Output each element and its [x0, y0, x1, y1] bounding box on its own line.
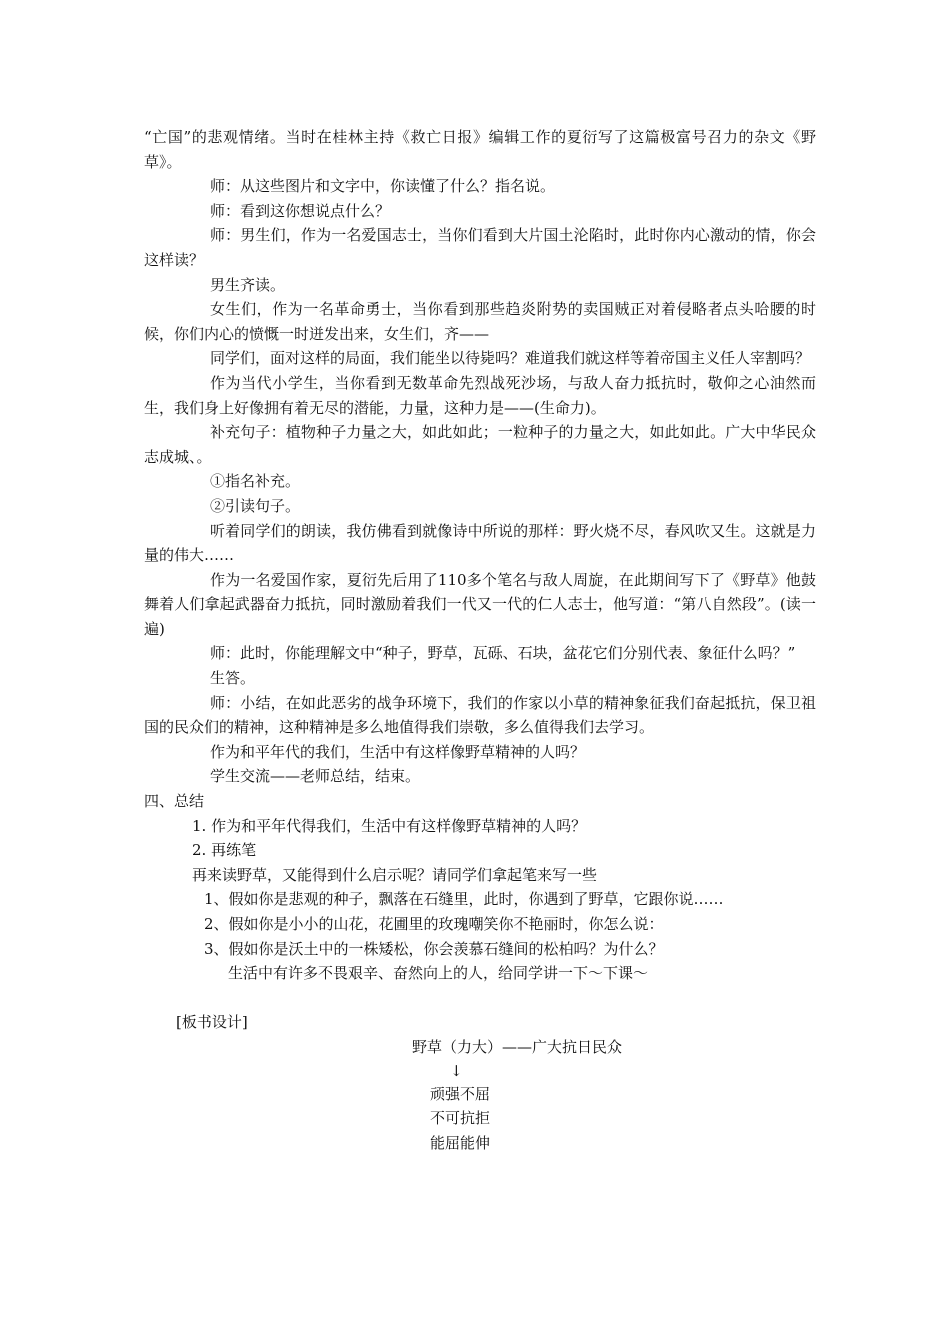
board-main-line: 野草（力大）——广大抗日民众 — [412, 1037, 623, 1056]
spacer — [144, 986, 816, 1011]
paragraph: 男生齐读。 — [210, 275, 286, 294]
board-design-title: [板书设计] — [176, 1013, 248, 1032]
paragraph: 师：此时，你能理解文中“种子，野草，瓦砾、石块，盆花它们分别代表、象征什么吗？” — [210, 644, 796, 663]
paragraph: 女生们，作为一名革命勇士，当你看到那些趋炎附势的卖国贼正对着侵略者点头哈腰的时候，你们内心的愤慨一时迸发出来，女生们，齐—— — [144, 300, 816, 343]
down-arrow-icon: ↓ — [450, 1061, 463, 1080]
paragraph: ①指名补充。 — [210, 472, 301, 491]
paragraph: 作为一名爱国作家，夏衍先后用了110多个笔名与敌人周旋，在此期间写下了《野草》他鼓舞着人们拿起武器奋力抵抗，同时激励着我们一代又一代的仁人志士，他写道：“第八自然段”。(读一遍) — [144, 570, 816, 638]
board-item: 能屈能伸 — [430, 1133, 491, 1152]
writing-prompt: 2、假如你是小小的山花，花圃里的玫瑰嘲笑你不艳丽时，你怎么说： — [204, 915, 664, 933]
writing-prompt: 3、假如你是沃土中的一株矮松，你会羡慕石缝间的松柏吗？为什么？ — [204, 939, 664, 958]
paragraph: 师：从这些图片和文字中，你读懂了什么？指名说。 — [210, 177, 556, 196]
paragraph: “亡国”的悲观情绪。当时在桂林主持《救亡日报》编辑工作的夏衍写了这篇极富号召力的杂文《野草》。 — [144, 128, 816, 171]
paragraph: 作为和平年代的我们，生活中有这样像野草精神的人吗？ — [210, 742, 586, 761]
paragraph: 师：看到这你想说点什么？ — [210, 201, 391, 220]
paragraph: 师：小结，在如此恶劣的战争环境下，我们的作家以小草的精神象征我们奋起抵抗，保卫祖国的民众们的精神，这种精神是多么地值得我们崇敬，多么值得我们去学习。 — [144, 693, 816, 737]
paragraph: 同学们，面对这样的局面，我们能坐以待毙吗？难道我们就这样等着帝国主义任人宰割吗？ — [210, 349, 811, 368]
writing-prompt: 1、假如你是悲观的种子，飘落在石缝里，此时，你遇到了野草，它跟你说…… — [204, 890, 724, 909]
section-heading: 四、总结 — [144, 792, 205, 811]
paragraph: 作为当代小学生，当你看到无数革命先烈战死沙场，与敌人奋力抵抗时，敬仰之心油然而生，我们身上好像拥有着无尽的潜能，力量，这种力是——(生命力)。 — [144, 373, 816, 417]
summary-item: 1. 作为和平年代得我们，生活中有这样像野草精神的人吗？ — [192, 816, 587, 835]
document-body — [144, 125, 816, 1155]
paragraph: 听着同学们的朗读，我仿佛看到就像诗中所说的那样：野火烧不尽，春风吹又生。这就是力量的伟大…… — [144, 521, 816, 565]
summary-item: 2. 再练笔 — [192, 841, 257, 860]
paragraph: 生答。 — [210, 669, 256, 688]
paragraph: 补充句子：植物种子力量之大，如此如此；一粒种子的力量之大，如此如此。广大中华民众志成城、。 — [144, 423, 816, 466]
board-item: 不可抗拒 — [430, 1109, 491, 1128]
paragraph: ②引读句子。 — [210, 496, 301, 515]
paragraph: 师：男生们，作为一名爱国志士，当你们看到大片国土沦陷时，此时你内心激动的情，你会这样读？ — [144, 226, 816, 269]
paragraph: 学生交流——老师总结，结束。 — [210, 767, 421, 786]
board-item: 顽强不屈 — [430, 1084, 491, 1103]
summary-closing: 生活中有许多不畏艰辛、奋然向上的人，给同学讲一下～下课～ — [228, 964, 649, 983]
summary-intro: 再来读野草，又能得到什么启示呢？请同学们拿起笔来写一些 — [192, 865, 598, 884]
